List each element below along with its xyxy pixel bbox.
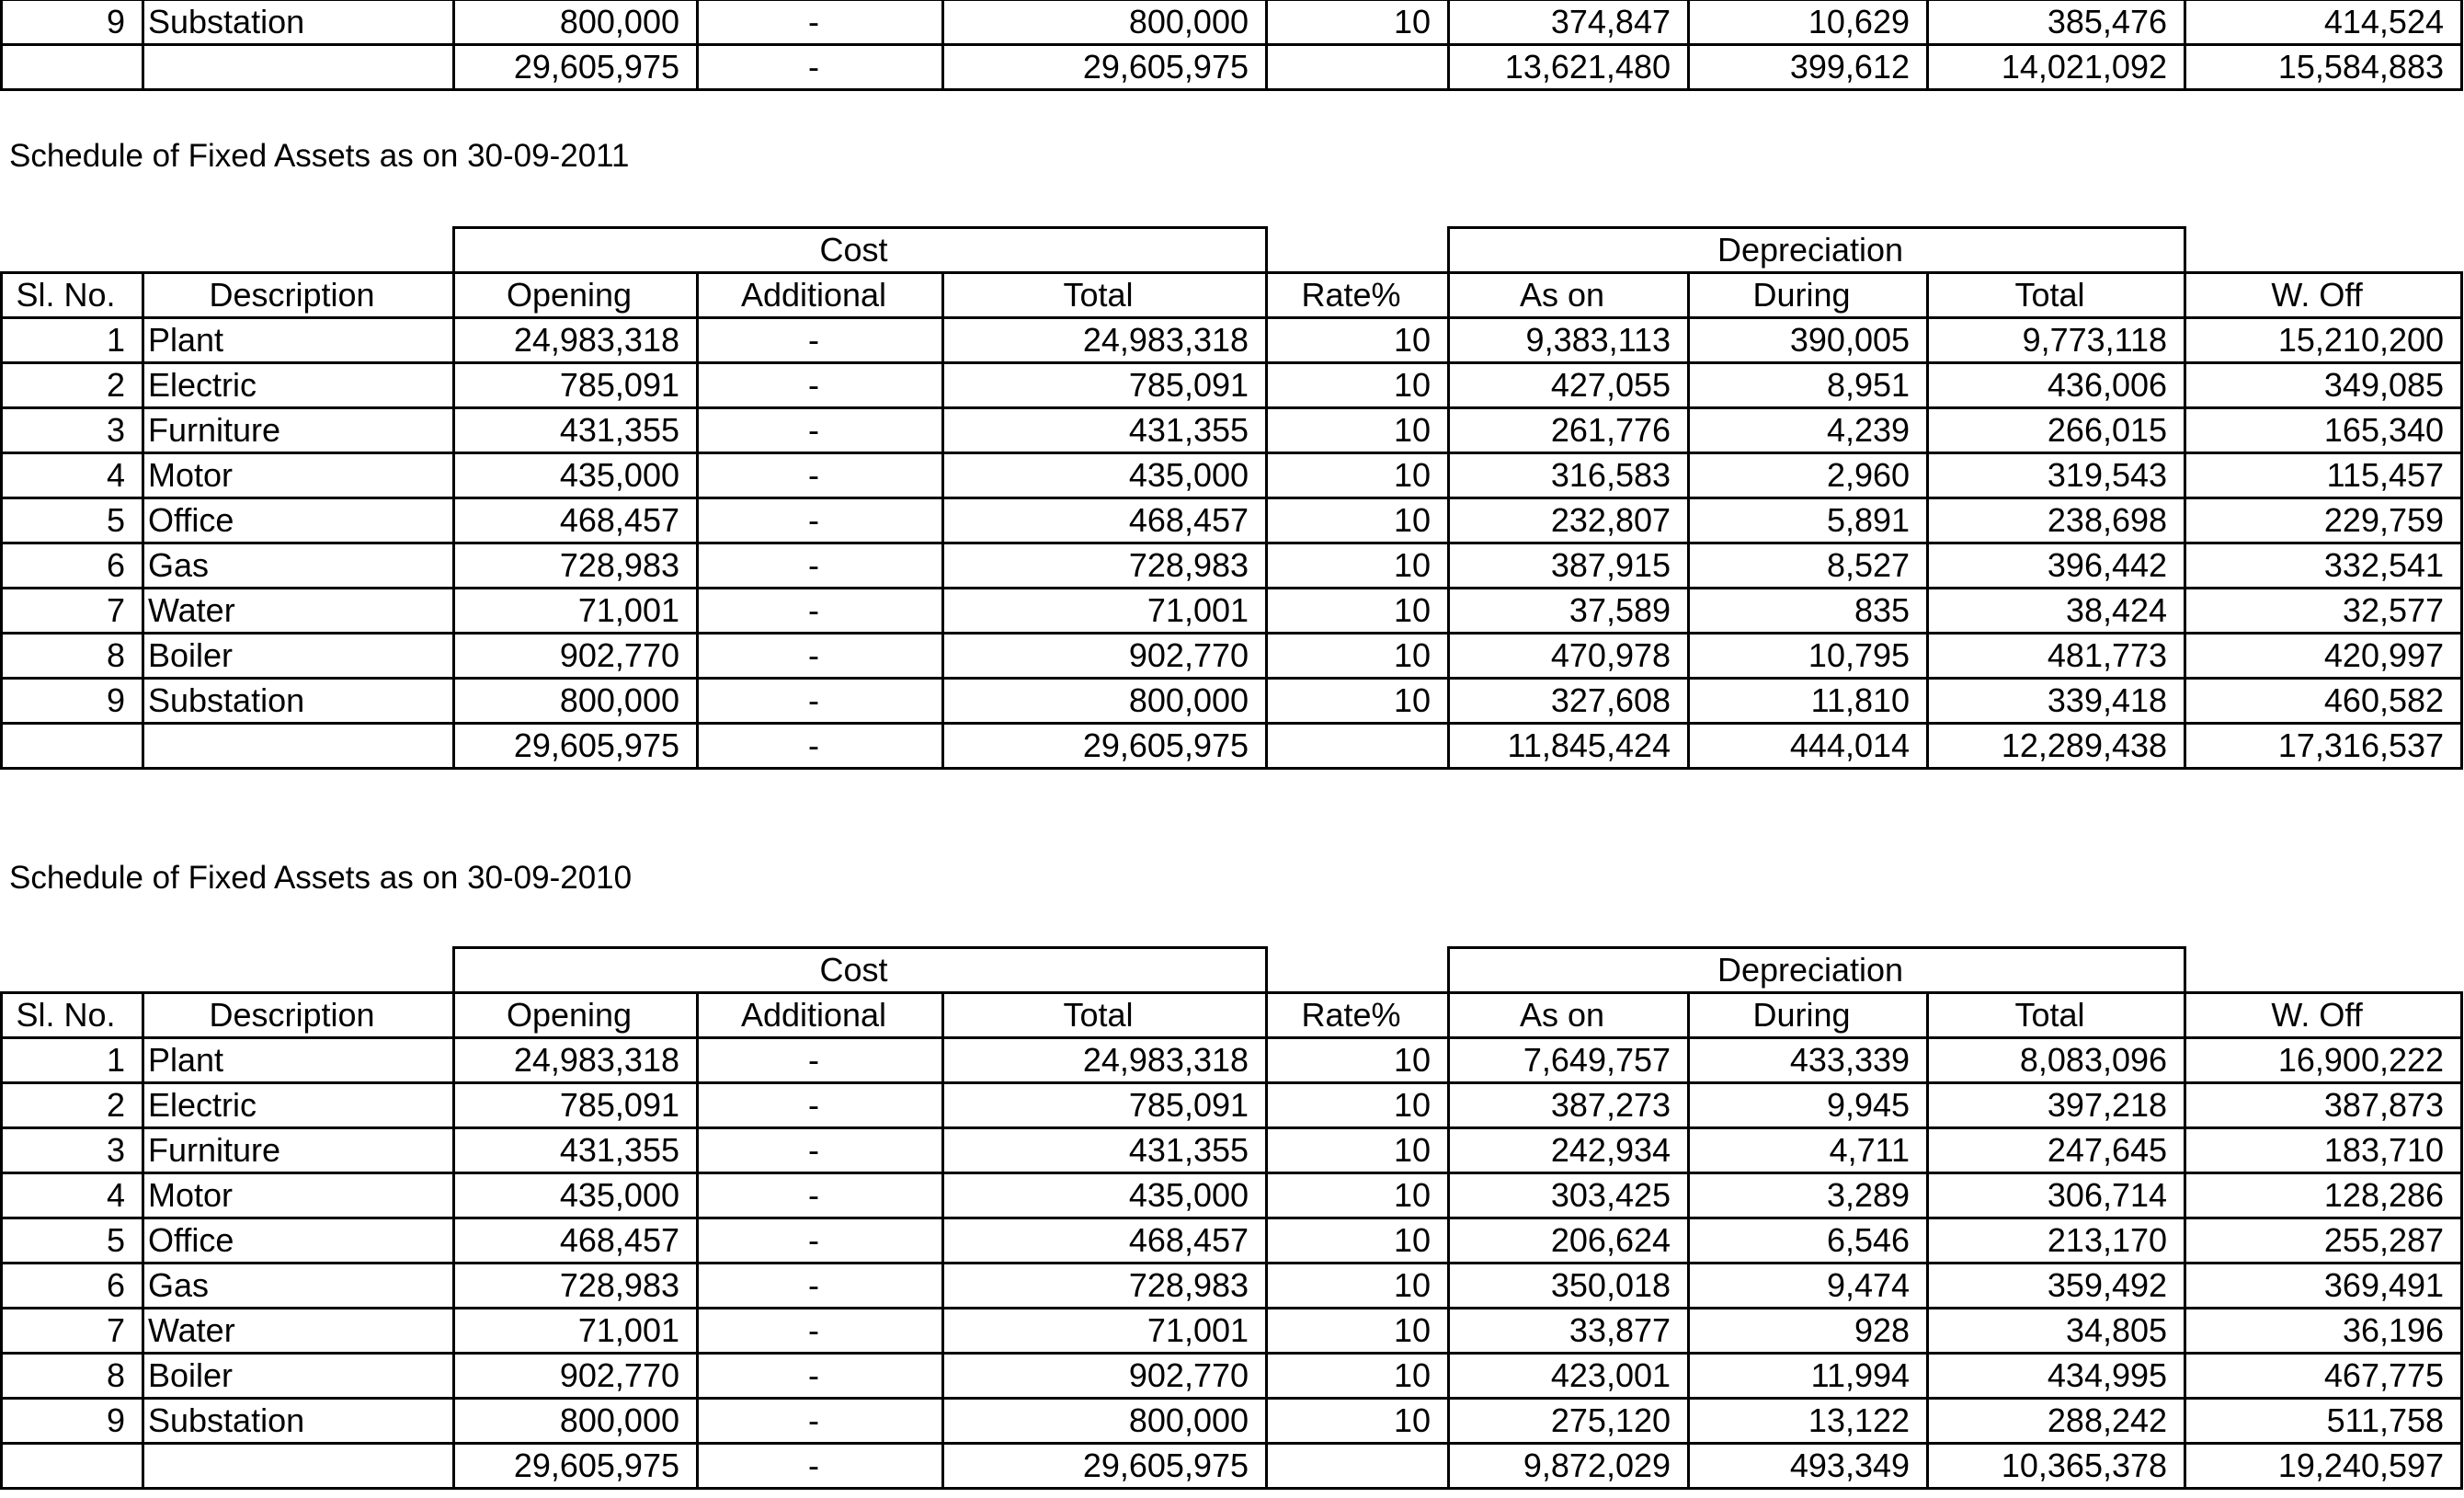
cell-cost-additional: - <box>698 1264 943 1309</box>
total-w-off: 15,584,883 <box>2185 45 2462 90</box>
schedule-table-continued <box>0 0 2463 91</box>
table-row <box>2 0 2462 45</box>
cell-dep-as-on: 427,055 <box>1449 363 1689 408</box>
cell-dep-total: 266,015 <box>1928 408 2185 453</box>
cell-description: Office <box>143 498 454 543</box>
cell-sl-no: 8 <box>2 1354 143 1399</box>
cell-w-off: 165,340 <box>2185 408 2462 453</box>
column-header-cost-additional: Additional <box>698 273 943 318</box>
header-group-row <box>2 228 2462 273</box>
cell-description: Electric <box>143 1083 454 1128</box>
cell-w-off: 332,541 <box>2185 543 2462 589</box>
cell-w-off: 128,286 <box>2185 1173 2462 1218</box>
total-dep-as-on: 9,872,029 <box>1449 1444 1689 1489</box>
column-header-cost-additional: Additional <box>698 993 943 1038</box>
cell-dep-as-on: 470,978 <box>1449 634 1689 679</box>
table-row <box>2 1309 2462 1354</box>
header-row <box>2 993 2462 1038</box>
cell-dep-as-on: 242,934 <box>1449 1128 1689 1173</box>
total-rate <box>1267 1444 1449 1489</box>
cell-dep-total: 213,170 <box>1928 1218 2185 1264</box>
total-description <box>143 724 454 769</box>
column-header-dep-as-on: As on <box>1449 273 1689 318</box>
cell-dep-as-on: 33,877 <box>1449 1309 1689 1354</box>
cell-dep-during: 4,239 <box>1689 408 1928 453</box>
cell-sl-no: 2 <box>2 363 143 408</box>
column-header-rate: Rate% <box>1267 273 1449 318</box>
cell-dep-as-on: 303,425 <box>1449 1173 1689 1218</box>
cell-description: Water <box>143 589 454 634</box>
cell-sl-no: 9 <box>2 679 143 724</box>
cell-w-off: 369,491 <box>2185 1264 2462 1309</box>
cell-dep-during: 10,629 <box>1689 0 1928 45</box>
cell-sl-no: 7 <box>2 1309 143 1354</box>
cell-description: Boiler <box>143 1354 454 1399</box>
total-cost-additional: - <box>698 724 943 769</box>
schedule-title-2010: Schedule of Fixed Assets as on 30-09-2010 <box>9 860 633 896</box>
cell-w-off: 183,710 <box>2185 1128 2462 1173</box>
cell-rate: 10 <box>1267 363 1449 408</box>
cell-description: Furniture <box>143 1128 454 1173</box>
cell-description: Plant <box>143 1038 454 1083</box>
cell-dep-as-on: 275,120 <box>1449 1399 1689 1444</box>
cell-cost-additional: - <box>698 543 943 589</box>
cell-cost-opening: 71,001 <box>454 1309 698 1354</box>
cell-cost-opening: 435,000 <box>454 1173 698 1218</box>
total-cost-additional: - <box>698 1444 943 1489</box>
cell-rate: 10 <box>1267 318 1449 363</box>
cell-cost-opening: 902,770 <box>454 1354 698 1399</box>
table-row <box>2 1264 2462 1309</box>
cell-cost-total: 468,457 <box>943 498 1267 543</box>
cell-sl-no: 7 <box>2 589 143 634</box>
cell-dep-during: 11,994 <box>1689 1354 1928 1399</box>
cell-description: Substation <box>143 1399 454 1444</box>
cell-dep-as-on: 232,807 <box>1449 498 1689 543</box>
cell-cost-additional: - <box>698 0 943 45</box>
cell-w-off: 36,196 <box>2185 1309 2462 1354</box>
cell-cost-total: 785,091 <box>943 1083 1267 1128</box>
total-dep-total: 14,021,092 <box>1928 45 2185 90</box>
cell-sl-no: 1 <box>2 318 143 363</box>
cell-dep-as-on: 37,589 <box>1449 589 1689 634</box>
cell-cost-opening: 468,457 <box>454 498 698 543</box>
total-cost-additional: - <box>698 45 943 90</box>
cell-dep-total: 359,492 <box>1928 1264 2185 1309</box>
cell-description: Motor <box>143 453 454 498</box>
cell-rate: 10 <box>1267 634 1449 679</box>
cost-group-header: Cost <box>454 948 1267 993</box>
cell-cost-additional: - <box>698 634 943 679</box>
table-row <box>2 318 2462 363</box>
cell-w-off: 414,524 <box>2185 0 2462 45</box>
cell-cost-opening: 431,355 <box>454 408 698 453</box>
cell-cost-additional: - <box>698 453 943 498</box>
cell-rate: 10 <box>1267 1218 1449 1264</box>
cell-cost-opening: 24,983,318 <box>454 318 698 363</box>
cell-w-off: 349,085 <box>2185 363 2462 408</box>
cell-rate: 10 <box>1267 1264 1449 1309</box>
cell-description: Office <box>143 1218 454 1264</box>
cell-cost-additional: - <box>698 408 943 453</box>
blank-cell <box>2185 948 2462 993</box>
blank-cell <box>2 948 454 993</box>
total-dep-as-on: 13,621,480 <box>1449 45 1689 90</box>
cell-cost-total: 728,983 <box>943 543 1267 589</box>
cell-cost-opening: 468,457 <box>454 1218 698 1264</box>
cell-cost-additional: - <box>698 1218 943 1264</box>
cell-cost-opening: 800,000 <box>454 679 698 724</box>
total-sl-no <box>2 45 143 90</box>
cell-cost-additional: - <box>698 589 943 634</box>
cell-rate: 10 <box>1267 1128 1449 1173</box>
cell-cost-total: 800,000 <box>943 679 1267 724</box>
cell-rate: 10 <box>1267 1399 1449 1444</box>
cell-rate: 10 <box>1267 0 1449 45</box>
cell-dep-as-on: 206,624 <box>1449 1218 1689 1264</box>
table-row <box>2 453 2462 498</box>
cell-w-off: 420,997 <box>2185 634 2462 679</box>
cell-dep-during: 928 <box>1689 1309 1928 1354</box>
table-row <box>2 1128 2462 1173</box>
cell-w-off: 32,577 <box>2185 589 2462 634</box>
cell-description: Furniture <box>143 408 454 453</box>
header-group-row <box>2 948 2462 993</box>
column-header-dep-as-on: As on <box>1449 993 1689 1038</box>
total-row <box>2 45 2462 90</box>
cell-rate: 10 <box>1267 408 1449 453</box>
cell-cost-total: 785,091 <box>943 363 1267 408</box>
cell-sl-no: 4 <box>2 453 143 498</box>
cell-cost-total: 435,000 <box>943 453 1267 498</box>
cell-cost-opening: 728,983 <box>454 543 698 589</box>
column-header-w-off: W. Off <box>2185 993 2462 1038</box>
cell-dep-total: 481,773 <box>1928 634 2185 679</box>
cell-dep-as-on: 374,847 <box>1449 0 1689 45</box>
cell-dep-during: 8,951 <box>1689 363 1928 408</box>
column-header-cost-opening: Opening <box>454 993 698 1038</box>
cell-dep-total: 396,442 <box>1928 543 2185 589</box>
cell-dep-total: 288,242 <box>1928 1399 2185 1444</box>
total-cost-total: 29,605,975 <box>943 45 1267 90</box>
cell-sl-no: 8 <box>2 634 143 679</box>
cell-dep-during: 2,960 <box>1689 453 1928 498</box>
cell-rate: 10 <box>1267 453 1449 498</box>
total-cost-total: 29,605,975 <box>943 1444 1267 1489</box>
cell-description: Substation <box>143 679 454 724</box>
cell-dep-during: 6,546 <box>1689 1218 1928 1264</box>
cell-dep-during: 5,891 <box>1689 498 1928 543</box>
cell-w-off: 16,900,222 <box>2185 1038 2462 1083</box>
cell-rate: 10 <box>1267 679 1449 724</box>
cell-cost-additional: - <box>698 1083 943 1128</box>
blank-cell <box>1267 228 1449 273</box>
cell-cost-additional: - <box>698 1128 943 1173</box>
cell-dep-as-on: 327,608 <box>1449 679 1689 724</box>
total-dep-during: 399,612 <box>1689 45 1928 90</box>
cell-cost-total: 71,001 <box>943 1309 1267 1354</box>
cell-cost-total: 468,457 <box>943 1218 1267 1264</box>
cell-w-off: 511,758 <box>2185 1399 2462 1444</box>
cell-dep-total: 38,424 <box>1928 589 2185 634</box>
cell-sl-no: 6 <box>2 543 143 589</box>
total-rate <box>1267 45 1449 90</box>
cell-w-off: 15,210,200 <box>2185 318 2462 363</box>
cell-cost-additional: - <box>698 318 943 363</box>
cell-cost-additional: - <box>698 363 943 408</box>
cell-dep-total: 319,543 <box>1928 453 2185 498</box>
cell-cost-additional: - <box>698 679 943 724</box>
total-cost-opening: 29,605,975 <box>454 45 698 90</box>
cell-cost-opening: 785,091 <box>454 1083 698 1128</box>
cell-dep-during: 9,474 <box>1689 1264 1928 1309</box>
cell-dep-as-on: 350,018 <box>1449 1264 1689 1309</box>
cell-dep-total: 385,476 <box>1928 0 2185 45</box>
cell-cost-total: 24,983,318 <box>943 1038 1267 1083</box>
cell-cost-opening: 435,000 <box>454 453 698 498</box>
cell-dep-during: 11,810 <box>1689 679 1928 724</box>
cell-dep-total: 397,218 <box>1928 1083 2185 1128</box>
cell-w-off: 387,873 <box>2185 1083 2462 1128</box>
cell-rate: 10 <box>1267 1038 1449 1083</box>
cell-dep-total: 247,645 <box>1928 1128 2185 1173</box>
cell-sl-no: 9 <box>2 1399 143 1444</box>
column-header-w-off: W. Off <box>2185 273 2462 318</box>
total-sl-no <box>2 1444 143 1489</box>
table-row <box>2 1173 2462 1218</box>
cell-sl-no: 3 <box>2 1128 143 1173</box>
table-row <box>2 408 2462 453</box>
cell-description: Electric <box>143 363 454 408</box>
table-row <box>2 543 2462 589</box>
cell-rate: 10 <box>1267 1354 1449 1399</box>
cell-cost-total: 431,355 <box>943 408 1267 453</box>
cell-sl-no: 4 <box>2 1173 143 1218</box>
cell-dep-during: 8,527 <box>1689 543 1928 589</box>
column-header-cost-total: Total <box>943 273 1267 318</box>
column-header-sl-no: Sl. No. <box>2 993 143 1038</box>
cell-description: Plant <box>143 318 454 363</box>
total-description <box>143 1444 454 1489</box>
cell-w-off: 460,582 <box>2185 679 2462 724</box>
cell-cost-opening: 800,000 <box>454 0 698 45</box>
cell-dep-as-on: 387,273 <box>1449 1083 1689 1128</box>
schedule-table-2010 <box>0 946 2463 1490</box>
column-header-dep-during: During <box>1689 993 1928 1038</box>
cell-dep-during: 4,711 <box>1689 1128 1928 1173</box>
cell-cost-opening: 728,983 <box>454 1264 698 1309</box>
cell-cost-additional: - <box>698 1038 943 1083</box>
total-cost-total: 29,605,975 <box>943 724 1267 769</box>
table-row <box>2 1354 2462 1399</box>
cell-rate: 10 <box>1267 498 1449 543</box>
cell-cost-total: 24,983,318 <box>943 318 1267 363</box>
cell-sl-no: 6 <box>2 1264 143 1309</box>
cell-cost-opening: 785,091 <box>454 363 698 408</box>
cell-cost-total: 728,983 <box>943 1264 1267 1309</box>
cell-dep-total: 434,995 <box>1928 1354 2185 1399</box>
cell-dep-during: 13,122 <box>1689 1399 1928 1444</box>
table-row <box>2 1038 2462 1083</box>
cell-dep-total: 238,698 <box>1928 498 2185 543</box>
total-dep-during: 444,014 <box>1689 724 1928 769</box>
total-description <box>143 45 454 90</box>
cell-description: Water <box>143 1309 454 1354</box>
cell-cost-additional: - <box>698 498 943 543</box>
cell-dep-total: 436,006 <box>1928 363 2185 408</box>
total-rate <box>1267 724 1449 769</box>
cell-cost-opening: 902,770 <box>454 634 698 679</box>
schedule-title-2011: Schedule of Fixed Assets as on 30-09-2011 <box>9 138 630 174</box>
total-row <box>2 724 2462 769</box>
cell-sl-no: 2 <box>2 1083 143 1128</box>
column-header-sl-no: Sl. No. <box>2 273 143 318</box>
depreciation-group-header: Depreciation <box>1449 948 2185 993</box>
total-w-off: 19,240,597 <box>2185 1444 2462 1489</box>
cell-cost-total: 800,000 <box>943 1399 1267 1444</box>
cost-group-header: Cost <box>454 228 1267 273</box>
cell-cost-total: 800,000 <box>943 0 1267 45</box>
cell-rate: 10 <box>1267 543 1449 589</box>
blank-cell <box>2 228 454 273</box>
total-dep-as-on: 11,845,424 <box>1449 724 1689 769</box>
header-row <box>2 273 2462 318</box>
cell-cost-total: 902,770 <box>943 1354 1267 1399</box>
table-row <box>2 363 2462 408</box>
cell-rate: 10 <box>1267 1309 1449 1354</box>
cell-cost-opening: 431,355 <box>454 1128 698 1173</box>
total-dep-total: 10,365,378 <box>1928 1444 2185 1489</box>
table-row <box>2 1083 2462 1128</box>
cell-cost-opening: 24,983,318 <box>454 1038 698 1083</box>
table-row <box>2 634 2462 679</box>
cell-cost-opening: 800,000 <box>454 1399 698 1444</box>
cell-w-off: 255,287 <box>2185 1218 2462 1264</box>
cell-dep-total: 34,805 <box>1928 1309 2185 1354</box>
cell-w-off: 467,775 <box>2185 1354 2462 1399</box>
cell-w-off: 229,759 <box>2185 498 2462 543</box>
cell-cost-additional: - <box>698 1354 943 1399</box>
cell-cost-additional: - <box>698 1173 943 1218</box>
cell-dep-during: 835 <box>1689 589 1928 634</box>
column-header-dep-total: Total <box>1928 273 2185 318</box>
cell-dep-as-on: 316,583 <box>1449 453 1689 498</box>
cell-description: Boiler <box>143 634 454 679</box>
cell-sl-no: 9 <box>2 0 143 45</box>
table-row <box>2 1218 2462 1264</box>
cell-dep-as-on: 7,649,757 <box>1449 1038 1689 1083</box>
cell-w-off: 115,457 <box>2185 453 2462 498</box>
cell-description: Substation <box>143 0 454 45</box>
cell-dep-during: 10,795 <box>1689 634 1928 679</box>
cell-dep-total: 8,083,096 <box>1928 1038 2185 1083</box>
cell-sl-no: 3 <box>2 408 143 453</box>
total-sl-no <box>2 724 143 769</box>
table-row <box>2 589 2462 634</box>
cell-cost-additional: - <box>698 1399 943 1444</box>
column-header-cost-total: Total <box>943 993 1267 1038</box>
table-row <box>2 679 2462 724</box>
table-row <box>2 498 2462 543</box>
cell-sl-no: 5 <box>2 498 143 543</box>
cell-description: Motor <box>143 1173 454 1218</box>
cell-dep-as-on: 423,001 <box>1449 1354 1689 1399</box>
total-cost-opening: 29,605,975 <box>454 724 698 769</box>
cell-rate: 10 <box>1267 589 1449 634</box>
column-header-description: Description <box>143 273 454 318</box>
cell-dep-during: 3,289 <box>1689 1173 1928 1218</box>
cell-dep-total: 9,773,118 <box>1928 318 2185 363</box>
column-header-description: Description <box>143 993 454 1038</box>
column-header-cost-opening: Opening <box>454 273 698 318</box>
cell-dep-during: 433,339 <box>1689 1038 1928 1083</box>
cell-dep-during: 390,005 <box>1689 318 1928 363</box>
cell-dep-during: 9,945 <box>1689 1083 1928 1128</box>
cell-cost-total: 71,001 <box>943 589 1267 634</box>
blank-cell <box>2185 228 2462 273</box>
column-header-rate: Rate% <box>1267 993 1449 1038</box>
depreciation-group-header: Depreciation <box>1449 228 2185 273</box>
cell-dep-as-on: 387,915 <box>1449 543 1689 589</box>
cell-rate: 10 <box>1267 1173 1449 1218</box>
total-dep-during: 493,349 <box>1689 1444 1928 1489</box>
column-header-dep-during: During <box>1689 273 1928 318</box>
cell-cost-additional: - <box>698 1309 943 1354</box>
column-header-dep-total: Total <box>1928 993 2185 1038</box>
total-w-off: 17,316,537 <box>2185 724 2462 769</box>
cell-sl-no: 1 <box>2 1038 143 1083</box>
cell-cost-total: 431,355 <box>943 1128 1267 1173</box>
cell-description: Gas <box>143 543 454 589</box>
schedule-table-2011 <box>0 226 2463 770</box>
total-dep-total: 12,289,438 <box>1928 724 2185 769</box>
total-cost-opening: 29,605,975 <box>454 1444 698 1489</box>
table-row <box>2 1399 2462 1444</box>
cell-cost-opening: 71,001 <box>454 589 698 634</box>
blank-cell <box>1267 948 1449 993</box>
cell-dep-as-on: 261,776 <box>1449 408 1689 453</box>
cell-cost-total: 902,770 <box>943 634 1267 679</box>
cell-dep-total: 339,418 <box>1928 679 2185 724</box>
cell-description: Gas <box>143 1264 454 1309</box>
cell-sl-no: 5 <box>2 1218 143 1264</box>
cell-rate: 10 <box>1267 1083 1449 1128</box>
cell-cost-total: 435,000 <box>943 1173 1267 1218</box>
cell-dep-as-on: 9,383,113 <box>1449 318 1689 363</box>
cell-dep-total: 306,714 <box>1928 1173 2185 1218</box>
total-row <box>2 1444 2462 1489</box>
